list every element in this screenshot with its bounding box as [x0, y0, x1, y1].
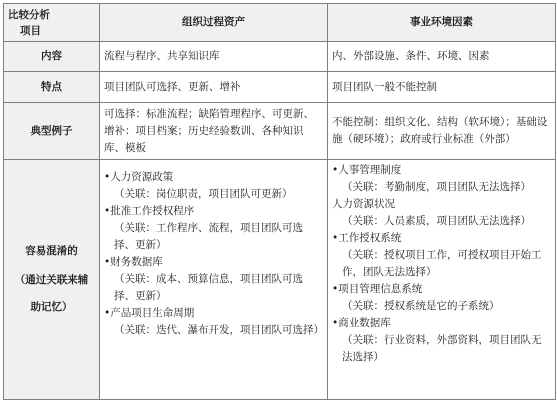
- list-item-relation: （关联：行业资料，外部资料，项目团队无法选择）: [342, 334, 542, 363]
- corner-header-line2: 项目: [20, 24, 41, 37]
- list-item-relation: （关联：人员素质，项目团队无法选择）: [342, 215, 531, 227]
- cell-confusing-env: [328, 160, 556, 400]
- comparison-table: [3, 3, 556, 400]
- row-label-confusing-line1: 容易混淆的: [25, 245, 78, 257]
- column-header-org-assets: 组织过程资产: [100, 4, 328, 42]
- list-item: •财务数据库: [104, 256, 163, 268]
- list-item-relation: （关联：授权项目工作，可授权项目开始工作，团队无法选择）: [342, 249, 542, 278]
- table-row-confusing: [4, 160, 556, 400]
- corner-header-line1: 比较分析: [8, 8, 50, 21]
- row-label-confusing-line2: （通过关联来辅: [14, 274, 89, 286]
- list-item-relation: （关联：考勤制度，项目团队无法选择）: [342, 181, 531, 193]
- row-label-example: 典型例子: [4, 103, 100, 160]
- list-item-relation: （关联：工作程序、流程，项目团队可选择、更新）: [114, 222, 303, 251]
- cell-content-env: 内、外部设施、条件、环境、因素: [328, 42, 556, 72]
- cell-content-org: 流程与程序、共享知识库: [100, 42, 328, 72]
- cell-example-env: 不能控制：组织文化、结构（软环境）；基础设施（硬环境）；政府或行业标准（外部）: [328, 103, 556, 160]
- cell-confusing-org: [100, 160, 328, 400]
- row-label-confusing: [4, 160, 100, 400]
- table-row-content: [4, 42, 556, 72]
- list-item: •人事管理制度: [332, 164, 402, 176]
- corner-header: [4, 4, 100, 42]
- cell-example-org: 可选择：标准流程；缺陷管理程序、可更新、增补：项目档案；历史经验数训、各种知识库、模板: [100, 103, 328, 160]
- table-row-feature: [4, 72, 556, 103]
- list-item: •人力资源政策: [104, 171, 174, 183]
- list-item: •商业数据库: [332, 317, 391, 329]
- row-label-confusing-line3: 助记忆）: [30, 301, 73, 313]
- row-label-content: 内容: [4, 42, 100, 72]
- list-item-relation: （关联：成本、预算信息，项目团队可选择、更新）: [114, 273, 303, 302]
- row-label-feature: 特点: [4, 72, 100, 103]
- cell-feature-env: 项目团队一般不能控制: [328, 72, 556, 103]
- comparison-table-container: [3, 3, 555, 403]
- table-row-example: [4, 103, 556, 160]
- list-item: 人力资源状况: [332, 198, 395, 210]
- header-row: [4, 4, 556, 42]
- column-header-env-factors: 事业环境因素: [328, 4, 556, 42]
- list-item-relation: （关联：迭代、瀑布开发，项目团队可选择）: [114, 324, 324, 336]
- list-item: •工作授权系统: [332, 232, 402, 244]
- list-item: •产品项目生命周期: [104, 307, 195, 319]
- list-item: •项目管理信息系统: [332, 283, 423, 295]
- list-item-relation: （关联：授权系统是它的子系统）: [342, 300, 500, 312]
- list-item-relation: （关联：岗位职责，项目团队可更新）: [114, 188, 293, 200]
- list-item: •批准工作授权程序: [104, 205, 195, 217]
- cell-feature-org: 项目团队可选择、更新、增补: [100, 72, 328, 103]
